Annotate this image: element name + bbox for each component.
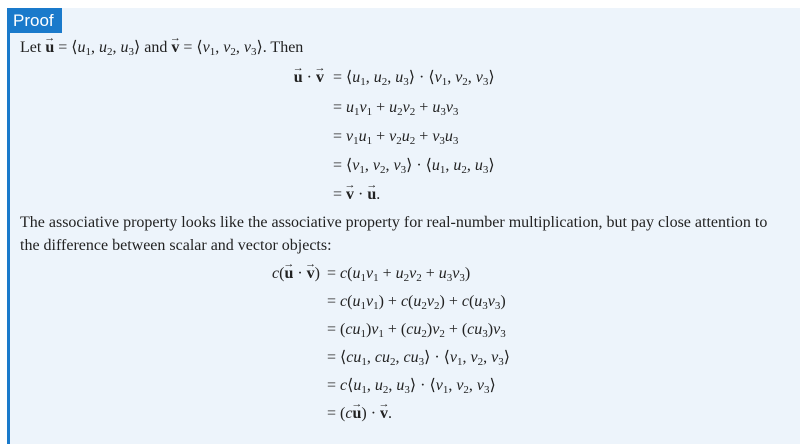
proof-badge: Proof	[7, 8, 62, 33]
equation1-line-3: = $v_1u_1 + v_2u_2 + v_3u_3$	[333, 128, 459, 147]
equation2-line-6: = (c→ u) · → v.	[327, 402, 392, 426]
intro-suffix: . Then	[262, 39, 304, 56]
equation2-line-3: = $(cu_1)v_1 + (cu_2)v_2 + (cu_3)v_3$	[327, 321, 506, 340]
v-definition: → $v = ⟨v_1$, $v_2$, $v_3⟩$	[171, 39, 262, 56]
equation2-line-5: = $c⟨u_1$, $u_2$, $u_3⟩$ · $⟨v_1$, $v_2$, $v_3⟩$	[327, 377, 496, 396]
equation1-line-5: = → v · → u.	[333, 183, 380, 207]
intro-prefix: Let	[20, 39, 46, 56]
equation2-line-2: = $c(u_1v_1) + c(u_2v_2) + c(u_3v_3)$	[327, 293, 506, 312]
equation1-line-4: = $⟨v_1$, $v_2$, $v_3⟩$ · $⟨u_1$, $u_2$, $u_3⟩$	[333, 157, 495, 176]
equation1-line-1: = $⟨u_1$, $u_2$, $u_3⟩$ · $⟨v_1$, $v_2$, $v_3⟩$	[333, 69, 495, 88]
equation2-line-1: = $c(u_1v_1 + u_2v_2 + u_3v_3)$	[327, 265, 471, 284]
u-definition: → $u = ⟨u_1$, $u_2$, $u_3⟩$	[45, 39, 140, 56]
equation1-line-2: = $u_1v_1 + u_2v_2 + u_3v_3$	[333, 99, 459, 118]
equation2-lhs: c(→ u · → v)	[230, 262, 320, 286]
intro-line	[20, 37, 303, 63]
equation2-line-4: = $⟨cu_1$, $cu_2$, $cu_3⟩$ · $⟨v_1$, $v_2$, $v_3⟩$	[327, 349, 510, 368]
intro-and: and	[140, 39, 172, 56]
equation1-lhs: → u · → v	[250, 66, 324, 90]
associative-paragraph: The associative property looks like the associative property for real-number multiplication, but pay close attention to the difference between scalar and vector objects:	[20, 214, 768, 254]
